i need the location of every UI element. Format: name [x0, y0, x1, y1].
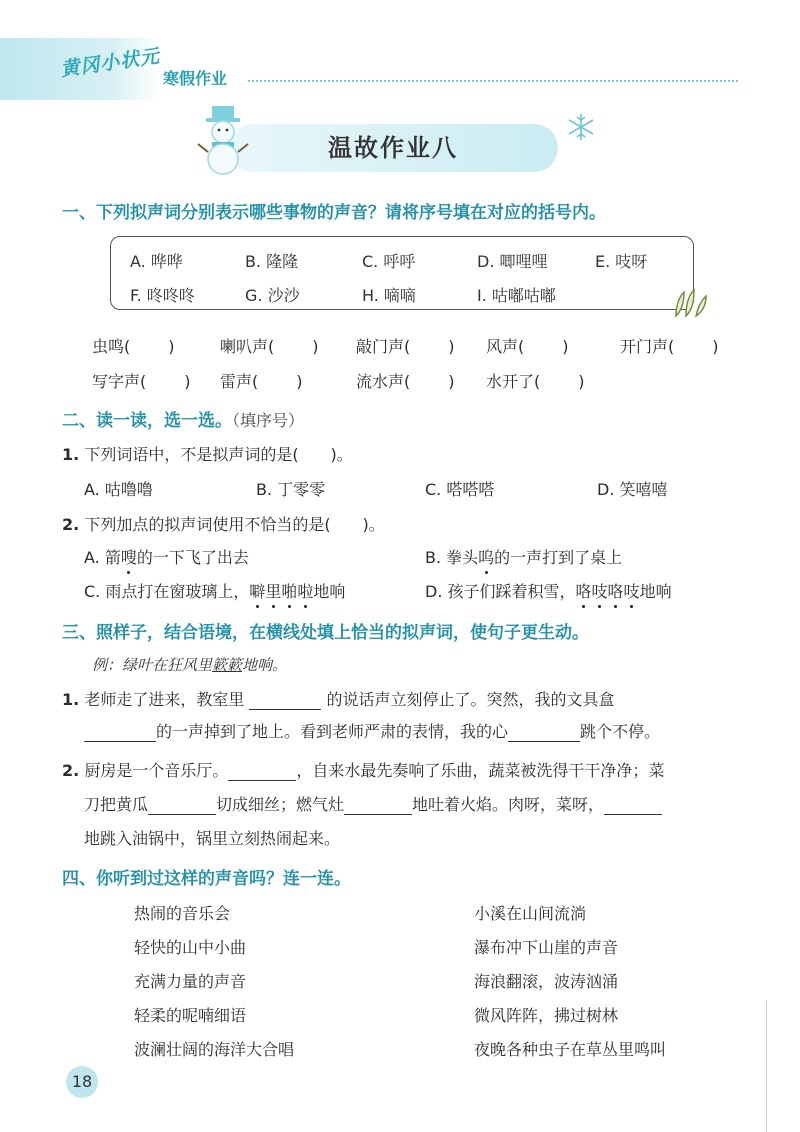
option-c: C. 呼呼	[362, 252, 416, 271]
item-horn: 喇叭声(	[220, 337, 275, 356]
item-writing: 写字声(	[92, 372, 147, 391]
q3-2-line3: 地跳入油锅中，锅里立刻热闹起来。	[84, 829, 341, 848]
match-right-2[interactable]: 瀑布冲下山崖的声音	[474, 938, 619, 957]
match-left-3[interactable]: 充满力量的声音	[134, 972, 247, 991]
fill-blank[interactable]	[604, 796, 662, 815]
plant-icon	[670, 286, 710, 318]
fill-blank[interactable]	[84, 723, 156, 742]
match-left-2[interactable]: 轻快的山中小曲	[134, 938, 247, 957]
q2-1-option-c: C. 嗒嗒嗒	[425, 480, 495, 499]
section2-heading: 二、读一读，选一选。（填序号）	[62, 411, 305, 431]
item-wind: 风声(	[486, 337, 525, 356]
item-boiling: 水开了(	[486, 372, 541, 391]
brand-logo: 黄冈小状元	[59, 45, 162, 81]
page-edge-divider	[766, 1000, 767, 1132]
match-right-5[interactable]: 夜晚各种虫子在草丛里鸣叫	[474, 1040, 667, 1059]
q2-1-option-d: D. 笑嘻嘻	[597, 480, 668, 499]
q2-1-option-b: B. 丁零零	[256, 480, 326, 499]
option-d: D. 唧哩哩	[477, 252, 548, 271]
item-door: 开门声(	[620, 337, 675, 356]
header-divider	[248, 80, 738, 82]
option-i: I. 咕嘟咕嘟	[477, 286, 556, 305]
option-a: A. 哗哗	[130, 252, 183, 271]
q2-2: 2. 下列加点的拟声词使用不恰当的是( )。	[62, 515, 385, 534]
item-thunder: 雷声(	[220, 372, 259, 391]
q2-1: 1. 下列词语中，不是拟声词的是( )。	[62, 445, 353, 464]
q2-2-option-c: C. 雨点打在窗玻璃上，噼里啪啦地响	[84, 582, 346, 601]
header-subtitle: 寒假作业	[163, 69, 228, 88]
fill-blank[interactable]	[508, 723, 580, 742]
item-knock: 敲门声(	[356, 337, 411, 356]
snowman-icon	[194, 104, 252, 176]
fill-blank[interactable]	[249, 691, 321, 710]
fill-blank[interactable]	[228, 762, 296, 781]
section1-heading: 一、下列拟声词分别表示哪些事物的声音？请将序号填在对应的括号内。	[62, 203, 606, 223]
option-g: G. 沙沙	[245, 286, 300, 305]
q3-2-line1: 2. 厨房是一个音乐厅。 ，自来水最先奏响了乐曲，蔬菜被洗得干干净净；菜	[62, 761, 665, 780]
q3-1-line1: 1. 老师走了进来，教室里 的说话声立刻停止了。突然，我的文具盒	[62, 690, 615, 709]
q3-2-line2: 刀把黄瓜 切成细丝；燃气灶 地吐着火焰。肉呀，菜呀，	[84, 792, 662, 815]
fill-blank[interactable]	[148, 796, 216, 815]
match-right-3[interactable]: 海浪翻滚，波涛汹涌	[474, 972, 619, 991]
snowflake-icon	[566, 112, 596, 142]
match-right-1[interactable]: 小溪在山间流淌	[474, 904, 587, 923]
fill-blank[interactable]	[344, 796, 412, 815]
section3-heading: 三、照样子，结合语境，在横线处填上恰当的拟声词，使句子更生动。	[62, 623, 589, 643]
match-left-5[interactable]: 波澜壮阔的海洋大合唱	[134, 1040, 295, 1059]
q2-2-option-d: D. 孩子们踩着积雪，咯吱咯吱地响	[425, 582, 672, 601]
q3-1-line2: 的一声掉到了地上。看到老师严肃的表情，我的心 跳个不停。	[84, 719, 660, 742]
match-left-1[interactable]: 热闹的音乐会	[134, 904, 231, 923]
q2-1-option-a: A. 咕噜噜	[84, 480, 153, 499]
section4-heading: 四、你听到过这样的声音吗？连一连。	[62, 869, 351, 889]
page-number: 18	[66, 1066, 98, 1098]
page-title: 温故作业八	[328, 134, 458, 162]
option-h: H. 嘀嘀	[362, 286, 416, 305]
option-f: F. 咚咚咚	[130, 286, 195, 305]
q2-2-option-b: B. 拳头呜的一声打到了桌上	[425, 548, 623, 567]
item-insect: 虫鸣(	[92, 337, 131, 356]
match-right-4[interactable]: 微风阵阵，拂过树林	[474, 1006, 619, 1025]
option-e: E. 吱呀	[595, 252, 648, 271]
example-sentence: 例：绿叶在狂风里簌簌地响。	[92, 656, 288, 674]
q2-2-option-a: A. 箭嗖的一下飞了出去	[84, 548, 249, 567]
option-b: B. 隆隆	[245, 252, 299, 271]
item-water: 流水声(	[356, 372, 411, 391]
match-left-4[interactable]: 轻柔的呢喃细语	[134, 1006, 247, 1025]
